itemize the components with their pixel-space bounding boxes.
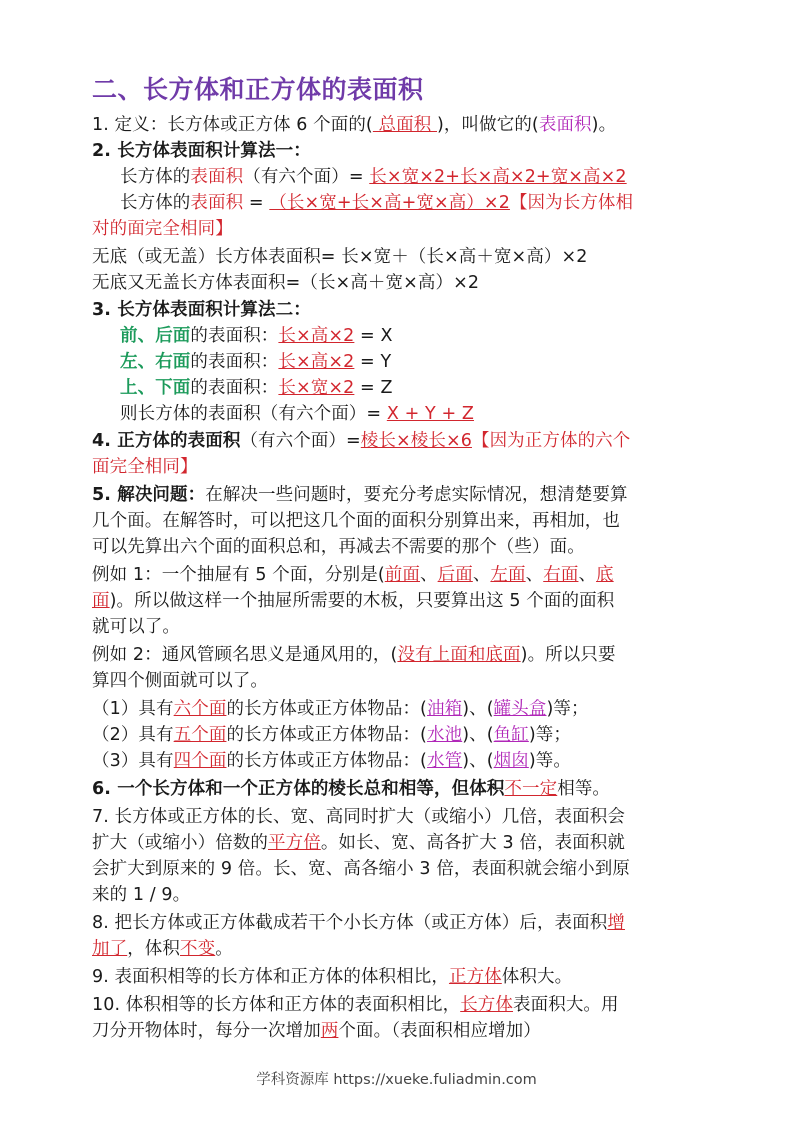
text: 的长方体或正方体物品：( — [226, 725, 427, 745]
label: 前、后面 — [120, 326, 191, 346]
formula-line-1 — [120, 164, 627, 190]
text: 体积大。 — [501, 967, 573, 987]
answer: 正方体 — [448, 967, 502, 987]
formula: （长×宽+长×高+宽×高）×2 — [269, 193, 510, 213]
text: )、( — [462, 725, 494, 745]
text: 1. 定义：长方体或正方体 6 个面的( — [92, 115, 373, 135]
answer: 烟囱 — [493, 751, 529, 771]
answer: 左面 — [490, 565, 526, 585]
answer: 不一定 — [504, 779, 558, 799]
text: 刀分开物体时，每分一次增加 — [92, 1021, 321, 1041]
example-1-line-2 — [92, 588, 614, 614]
answer-total-area: 总面积 — [372, 115, 437, 135]
point-8-line-2 — [92, 936, 233, 962]
answer: 水池 — [426, 725, 463, 745]
example-2-line-2: 算四个侧面就可以了。 — [92, 671, 268, 691]
text: = Z — [354, 378, 393, 398]
cube-area-line — [92, 428, 630, 454]
text: = Y — [354, 352, 392, 372]
point-7-line-1: 7. 长方体或正方体的长、宽、高同时扩大（或缩小）几倍，表面积会 — [92, 807, 625, 827]
example-1-line-1 — [92, 562, 614, 588]
answer: 面 — [92, 591, 110, 611]
answer: 加了 — [92, 939, 128, 959]
point-6 — [92, 776, 610, 802]
text: )、( — [462, 699, 494, 719]
answer: 不变 — [180, 939, 216, 959]
answer: 油箱 — [426, 699, 463, 719]
keyword: 表面积 — [190, 193, 244, 213]
answer: 右面 — [543, 565, 579, 585]
keyword: 表面积 — [190, 167, 244, 187]
answer: 罐头盒 — [493, 699, 547, 719]
text: 例如 1：一个抽屉有 5 个面，分别是( — [92, 565, 385, 585]
text: = — [243, 193, 270, 213]
formula: X + Y + Z — [386, 404, 474, 424]
keyword: 四个面 — [173, 751, 227, 771]
problem-line-3: 可以先算出六个面的面积总和，再减去不需要的那个（些）面。 — [92, 537, 585, 557]
section-title: 二、长方体和正方体的表面积 — [92, 75, 424, 104]
keyword: 五个面 — [173, 725, 227, 745]
answer: 鱼缸 — [493, 725, 529, 745]
problem-line-1 — [92, 482, 628, 508]
formula: 长×高×2 — [278, 326, 355, 346]
text: （2）具有 — [92, 725, 174, 745]
note: 【因为正方体的六个 — [471, 431, 631, 451]
point-10-line-2 — [92, 1018, 541, 1044]
text: （3）具有 — [92, 751, 174, 771]
text: 的表面积： — [190, 378, 279, 398]
text: 、 — [420, 565, 438, 585]
point-9 — [92, 964, 572, 990]
text: 长方体的 — [120, 193, 191, 213]
note-line: 对的面完全相同】 — [92, 219, 233, 239]
text: 的长方体或正方体物品：( — [226, 751, 427, 771]
text: （1）具有 — [92, 699, 174, 719]
text: = X — [354, 326, 393, 346]
text: 。如长、宽、高各扩大 3 倍，表面积就 — [320, 833, 625, 853]
total-line — [120, 401, 474, 427]
footer-source: 学科资源库 https://xueke.fuliadmin.com — [256, 1072, 537, 1088]
definition-line — [92, 112, 616, 138]
heading-method-2: 3. 长方体表面积计算法二： — [92, 300, 311, 320]
heading-method-1: 2. 长方体表面积计算法一： — [92, 141, 311, 161]
item-line-2 — [92, 722, 571, 748]
item-line-3 — [92, 748, 571, 774]
answer: 前面 — [384, 565, 420, 585]
text: 的表面积： — [190, 352, 279, 372]
text: )等。 — [528, 751, 571, 771]
text: 个面。（表面积相应增加） — [338, 1021, 541, 1041]
answer: 平方倍 — [268, 833, 321, 853]
top-bottom-line — [120, 375, 393, 401]
text: )等； — [546, 699, 589, 719]
text: )、( — [462, 751, 494, 771]
text: （有六个面）= — [243, 167, 370, 187]
answer: 两 — [320, 1021, 339, 1041]
note-line: 面完全相同】 — [92, 457, 198, 477]
text: 的长方体或正方体物品：( — [226, 699, 427, 719]
item-line-1 — [92, 696, 589, 722]
example-2-line-1 — [92, 642, 616, 668]
formula-line-2 — [120, 190, 633, 216]
text: 9. 表面积相等的长方体和正方体的体积相比， — [92, 967, 449, 987]
heading: 4. 正方体的表面积 — [92, 431, 241, 451]
left-right-line — [120, 349, 391, 375]
answer: 水管 — [426, 751, 463, 771]
text: 则长方体的表面积（有六个面）= — [120, 404, 387, 424]
text: 相等。 — [557, 779, 611, 799]
note: 【因为长方体相 — [509, 193, 634, 213]
answer: 长方体 — [460, 995, 514, 1015]
text: 6. 一个长方体和一个正方体的棱长总和相等，但体积 — [92, 779, 505, 799]
text: 例如 2：通风管顾名思义是通风用的，( — [92, 645, 398, 665]
example-1-line-3: 就可以了。 — [92, 617, 180, 637]
text: 表面积大。用 — [513, 995, 619, 1015]
text: 。 — [215, 939, 233, 959]
text: 、 — [525, 565, 544, 585]
problem-line-2: 几个面。在解答时，可以把这几个面的面积分别算出来，再相加，也 — [92, 511, 620, 531]
label: 上、下面 — [120, 378, 191, 398]
point-7-line-4: 来的 1 / 9。 — [92, 885, 191, 905]
text: ，体积 — [127, 939, 181, 959]
text: 、 — [578, 565, 597, 585]
text: 10. 体积相等的长方体和正方体的表面积相比， — [92, 995, 461, 1015]
point-8-line-1 — [92, 910, 625, 936]
text: 在解决一些问题时，要充分考虑实际情况，想清楚要算 — [205, 485, 628, 505]
text: )等； — [528, 725, 571, 745]
front-back-line — [120, 323, 393, 349]
text: )。所以做这样一个抽屉所需要的木板，只要算出这 5 个面的面积 — [109, 591, 615, 611]
no-bottom-formula: 无底（或无盖）长方体表面积= 长×宽＋（长×高＋宽×高）×2 — [92, 247, 588, 267]
text: 8. 把长方体或正方体截成若干个小长方体（或正方体）后，表面积 — [92, 913, 608, 933]
text: 、 — [472, 565, 491, 585]
text: )。所以只要 — [520, 645, 616, 665]
formula: 棱长×棱长×6 — [360, 431, 472, 451]
text: 的表面积： — [190, 326, 279, 346]
point-7-line-3: 会扩大到原来的 9 倍。长、宽、高各缩小 3 倍，表面积就会缩小到原 — [92, 859, 630, 879]
formula: 长×宽×2+长×高×2+宽×高×2 — [369, 167, 627, 187]
answer-surface-area: 表面积 — [538, 115, 592, 135]
formula: 长×宽×2 — [278, 378, 355, 398]
text: 长方体的 — [120, 167, 191, 187]
point-10-line-1 — [92, 992, 619, 1018]
text: )，叫做它的( — [437, 115, 539, 135]
text: )。 — [591, 115, 617, 135]
text: 扩大（或缩小）倍数的 — [92, 833, 268, 853]
answer: 后面 — [437, 565, 473, 585]
point-7-line-2 — [92, 830, 625, 856]
answer: 底 — [596, 565, 614, 585]
answer: 增 — [607, 913, 625, 933]
text: （有六个面）= — [240, 431, 361, 451]
answer: 没有上面和底面 — [397, 645, 521, 665]
keyword: 六个面 — [173, 699, 227, 719]
heading: 5. 解决问题： — [92, 485, 206, 505]
label: 左、右面 — [120, 352, 191, 372]
no-top-bottom-formula: 无底又无盖长方体表面积=（长×高＋宽×高）×2 — [92, 273, 480, 293]
formula: 长×高×2 — [278, 352, 355, 372]
